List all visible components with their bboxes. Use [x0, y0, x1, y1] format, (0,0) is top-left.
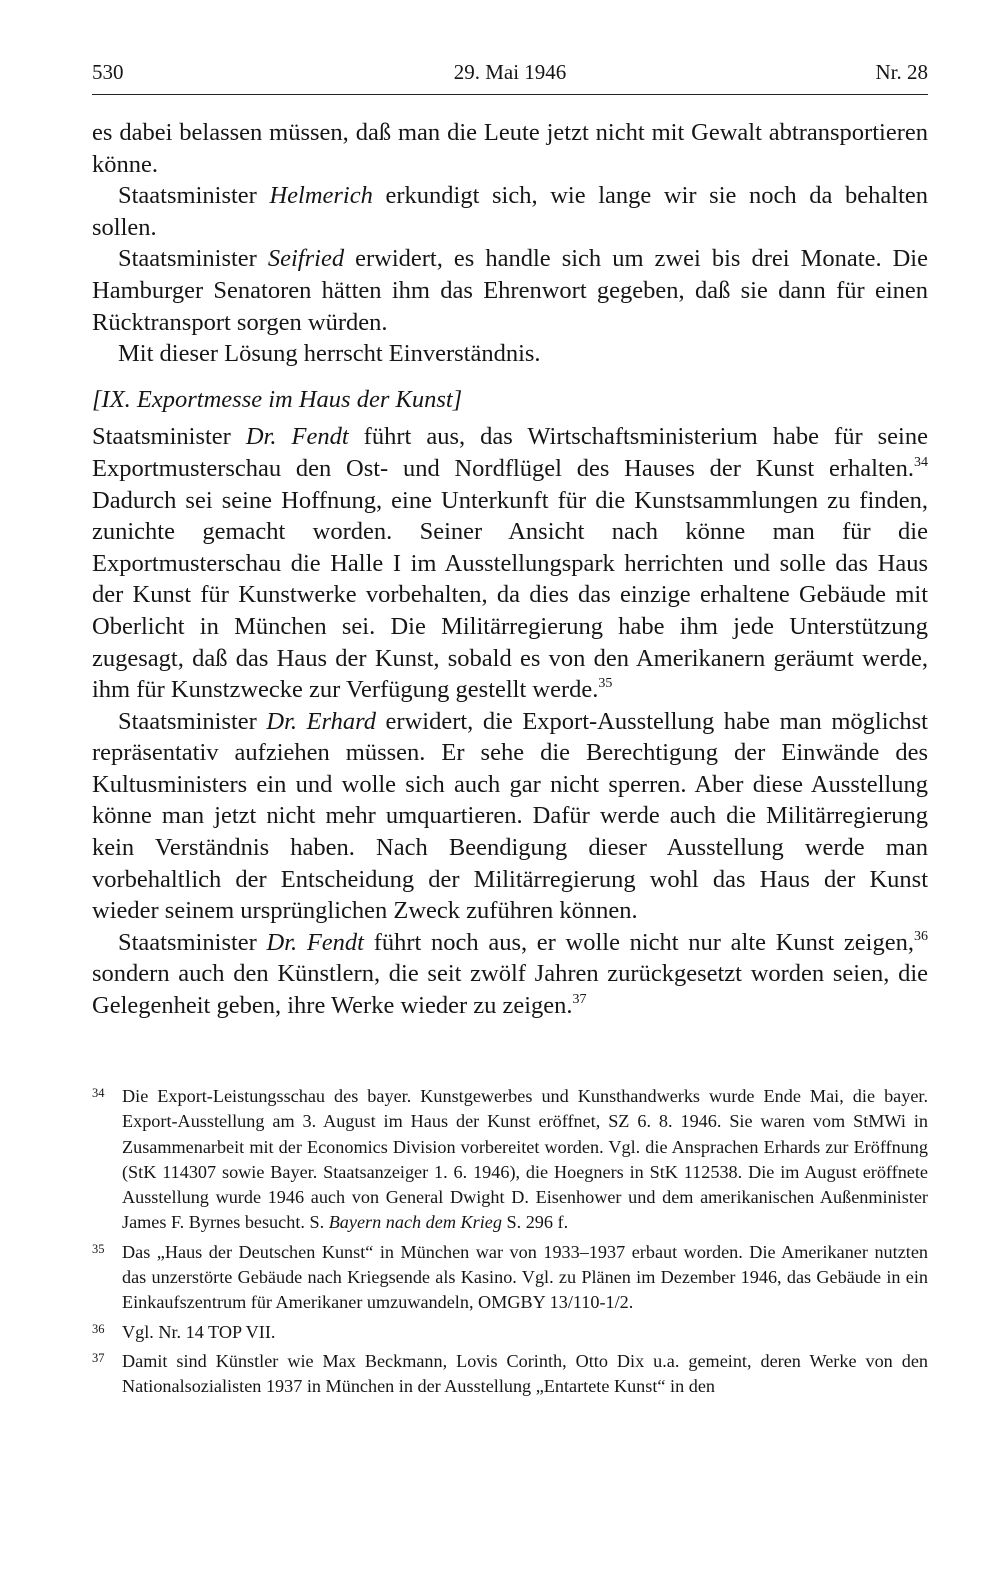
- footnote-number: 35: [92, 1241, 105, 1256]
- section-heading: [IX. Exportmesse im Haus der Kunst]: [92, 385, 463, 413]
- footnote-text-part: S. 296 f.: [501, 1212, 569, 1233]
- paragraph-text: erwidert, es handle sich um zwei bis drei Monate. Die Hamburger Senatoren hätten ihm das Ehrenwort gegeben, daß sie dann für einen Rücktransport sorgen würden.: [92, 245, 928, 336]
- paragraph: [92, 180, 928, 243]
- footnote-37: [92, 1349, 928, 1400]
- footnote-ref[interactable]: 35: [598, 675, 613, 691]
- footnote-ref[interactable]: 37: [572, 991, 587, 1007]
- footnote-number: 37: [92, 1350, 105, 1365]
- paragraph-text: Staatsminister: [118, 928, 267, 956]
- footnotes: [92, 1084, 928, 1404]
- paragraph-text: Staatsminister: [118, 245, 268, 273]
- footnote-text: Damit sind Künstler wie Max Beckmann, Lovis Corinth, Otto Dix u.a. gemeint, deren Werke von den Nationalsozialisten 1937 in München in der Ausstellung „Entartete Kunst“ in den: [122, 1350, 928, 1397]
- paragraph-text: erwidert, die Export-Ausstellung habe man möglichst repräsentativ aufziehen müssen. Er sehe die Berechtigung der Einwände des Kultusministers ein und wolle sich auch gar nicht sperren. Aber diese Ausstellung könne man jetzt nicht mehr umquartieren. Dafür werde auch die Militärregierung kein Verständnis haben. Nach Beendigung dieser Ausstellung werde man vorbehaltlich der Entscheidung der Militärregierung wohl das Haus der Kunst wieder seinem ursprünglichen Zweck zuführen können.: [92, 707, 928, 925]
- running-header: [92, 60, 928, 92]
- footnote-number: 34: [92, 1086, 105, 1100]
- header-date: 29. Mai 1946: [453, 60, 567, 84]
- footnote-34: [92, 1084, 928, 1236]
- paragraph-text: Staatsminister: [92, 423, 246, 451]
- speaker-name: Dr. Fendt: [245, 423, 349, 451]
- paragraph: [92, 927, 928, 1022]
- paragraph: Mit dieser Lösung herrscht Einverständnis.: [118, 340, 541, 368]
- paragraph-text: führt noch aus, er wolle nicht nur alte Kunst zeigen,: [364, 928, 914, 956]
- footnote-text-part: Die Export-Leistungsschau des bayer. Kunstgewerbes und Kunsthandwerks wurde Ende Mai, die bayer. Export-Ausstellung am 3. August im Haus der Kunst eröffnet, SZ 6. 8. 1946. Sie waren vom StMWi in Zusammenarbeit mit der Economics Division vorbereitet worden. Vgl. die Ansprachen Erhards zur Eröffnung (StK 114307 sowie Bayer. Staatsanzeiger 1. 6. 1946), die Hoegners in StK 112538. Die im August eröffnete Ausstellung wurde 1946 auch von General Dwight D. Eisenhower und dem amerikanischen Außenminister James F. Byrnes besucht. S.: [122, 1086, 928, 1233]
- paragraph-text: führt aus, das Wirtschaftsministerium habe für seine Exportmusterschau den Ost- und Nordflügel des Hauses der Kunst erhalten.: [92, 423, 928, 482]
- book-title: Bayern nach dem Krieg: [328, 1212, 502, 1233]
- paragraph: [92, 706, 928, 927]
- paragraph-text: Dadurch sei seine Hoffnung, eine Unterkunft für die Kunstsammlungen zu finden, zunichte gemacht worden. Seiner Ansicht nach könne man für die Exportmusterschau die Halle I im Ausstellungspark herrichten und solle das Haus der Kunst für Kunstwerke vorbehalten, da dies das einzige erhaltene Gebäude mit Oberlicht in München sei. Die Militärregierung habe ihm jede Unterstützung zugesagt, daß das Haus der Kunst, sobald es von den Amerikanern geräumt werde, ihm für Kunstzwecke zur Verfügung gestellt werde.: [92, 486, 928, 704]
- speaker-name: Seifried: [267, 245, 345, 273]
- footnote-ref[interactable]: 34: [914, 454, 928, 470]
- footnote-35: [92, 1240, 928, 1316]
- issue-number: Nr. 28: [875, 60, 928, 84]
- main-text: [92, 117, 928, 1022]
- page-number: 530: [92, 60, 124, 84]
- footnote-number: 36: [92, 1321, 105, 1336]
- footnote-36: [92, 1320, 928, 1345]
- header-rule: [92, 94, 928, 95]
- footnote-ref[interactable]: 36: [913, 928, 928, 944]
- paragraph: [92, 243, 928, 338]
- paragraph-text: sondern auch den Künstlern, die seit zwölf Jahren zurückgesetzt worden seien, die Gelegenheit geben, ihre Werke wieder zu zeigen.: [92, 960, 928, 1020]
- footnote-text: [122, 1084, 928, 1236]
- footnote-text: Vgl. Nr. 14 TOP VII.: [122, 1321, 276, 1342]
- paragraph: es dabei belassen müssen, daß man die Leute jetzt nicht mit Gewalt abtransportieren könne.: [92, 119, 928, 178]
- speaker-name: Helmerich: [269, 182, 373, 210]
- paragraph-text: Staatsminister: [118, 707, 267, 735]
- paragraph-text: erkundigt sich, wie lange wir sie noch da behalten sollen.: [92, 182, 928, 241]
- speaker-name: Dr. Fendt: [266, 928, 364, 956]
- paragraph: [92, 421, 928, 705]
- speaker-name: Dr. Erhard: [266, 707, 376, 735]
- footnote-text: Das „Haus der Deutschen Kunst“ in München war von 1933–1937 erbaut worden. Die Amerikaner nutzten das unzerstörte Gebäude nach Kriegsende als Kasino. Vgl. zu Plänen im Dezember 1946, das Gebäude in ein Einkaufszentrum für Amerikaner umzuwandeln, OMGBY 13/110-1/2.: [122, 1241, 928, 1313]
- paragraph-text: Staatsminister: [118, 182, 270, 210]
